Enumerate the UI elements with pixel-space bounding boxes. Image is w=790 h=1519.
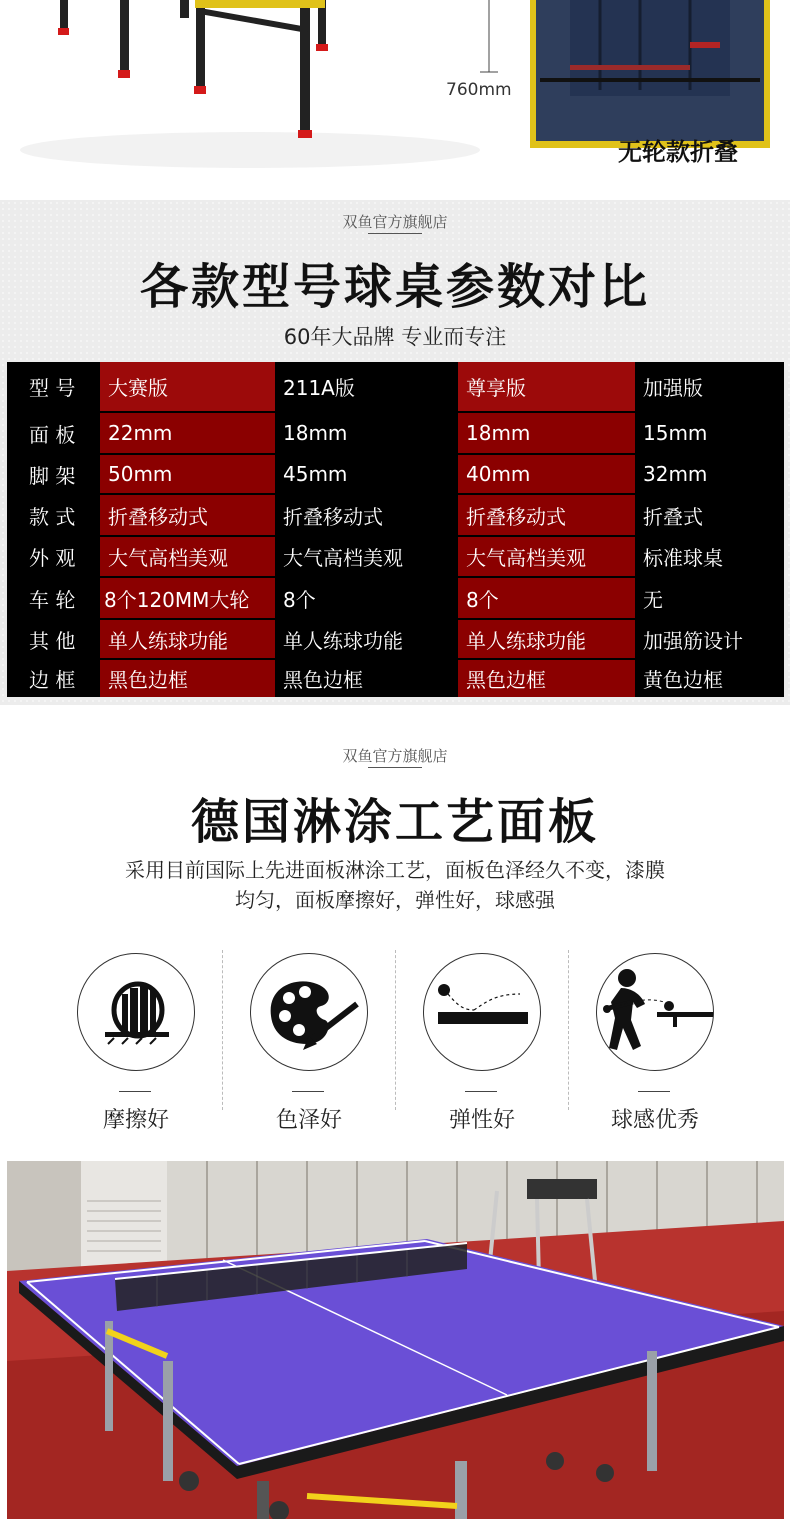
table-cell: 45mm <box>275 455 458 493</box>
table-cell: 黑色边框 <box>458 660 635 697</box>
player-icon <box>597 954 715 1072</box>
craft-description-line1: 采用目前国际上先进面板淋涂工艺，面板色泽经久不变，漆膜 <box>125 858 665 882</box>
table-row <box>7 413 784 453</box>
table-cell: 8个 <box>458 578 635 618</box>
feature-label: 球感优秀 <box>610 1108 699 1133</box>
header-cell: 尊享版 <box>458 362 635 411</box>
feature-underline <box>119 1091 151 1092</box>
header-cell: 型 号 <box>7 362 100 411</box>
shop-name: 双鱼官方旗舰店 <box>342 747 448 765</box>
table-cell: 黑色边框 <box>275 660 458 697</box>
table-row <box>7 455 784 493</box>
header-cell: 211A版 <box>275 362 458 411</box>
feature-underline <box>465 1091 497 1092</box>
product-fold-section <box>0 0 790 200</box>
table-cell: 折叠移动式 <box>275 495 458 535</box>
color-feature <box>250 953 368 1071</box>
table-cell: 脚 架 <box>7 455 100 493</box>
table-cell: 款 式 <box>7 495 100 535</box>
elasticity-feature <box>423 953 541 1071</box>
table-cell: 大气高档美观 <box>275 537 458 576</box>
table-header-row <box>7 362 784 411</box>
divider <box>222 950 223 1110</box>
feature-underline <box>638 1091 670 1092</box>
table-cell: 单人练球功能 <box>275 620 458 658</box>
fold-style-label: 无轮款折叠 <box>618 138 738 166</box>
table-cell: 折叠移动式 <box>458 495 635 535</box>
header-cell: 大赛版 <box>100 362 275 411</box>
model-comparison-section <box>0 200 790 705</box>
ball-feel-feature <box>596 953 714 1071</box>
table-cell: 8个 <box>275 578 458 618</box>
table-cell: 边 框 <box>7 660 100 697</box>
friction-feature <box>77 953 195 1071</box>
table-cell: 无 <box>635 578 784 618</box>
table-cell: 大气高档美观 <box>458 537 635 576</box>
table-row <box>7 578 784 618</box>
table-row <box>7 537 784 576</box>
table-cell: 50mm <box>100 455 275 493</box>
height-dimension-label: 760mm <box>446 80 512 100</box>
table-cell: 18mm <box>275 413 458 453</box>
table-cell: 加强筋设计 <box>635 620 784 658</box>
feature-label: 弹性好 <box>448 1108 515 1133</box>
tire-friction-icon <box>78 954 196 1072</box>
table-illustration <box>0 0 790 200</box>
table-cell: 18mm <box>458 413 635 453</box>
parameter-table <box>7 362 784 697</box>
table-cell: 其 他 <box>7 620 100 658</box>
table-row <box>7 620 784 658</box>
divider <box>395 950 396 1110</box>
table-row <box>7 660 784 697</box>
table-cell: 折叠移动式 <box>100 495 275 535</box>
table-cell: 8个120MM大轮 <box>100 578 275 618</box>
feature-label: 摩擦好 <box>102 1108 169 1133</box>
shop-name-underline <box>368 233 422 234</box>
product-photo <box>7 1161 784 1519</box>
ball-bounce-icon <box>424 954 542 1072</box>
table-cell: 黑色边框 <box>100 660 275 697</box>
feature-label: 色泽好 <box>275 1108 342 1133</box>
palette-icon <box>251 954 369 1072</box>
craft-description-line2: 均匀，面板摩擦好，弹性好，球感强 <box>235 888 555 912</box>
shop-name-underline <box>368 767 422 768</box>
table-cell: 面 板 <box>7 413 100 453</box>
craft-title: 德国淋涂工艺面板 <box>190 794 599 850</box>
comparison-subtitle: 60年大品牌 专业而专注 <box>283 325 507 349</box>
table-cell: 22mm <box>100 413 275 453</box>
table-cell: 40mm <box>458 455 635 493</box>
header-cell: 加强版 <box>635 362 784 411</box>
coating-craft-section <box>0 705 790 1160</box>
table-cell: 外 观 <box>7 537 100 576</box>
shop-name: 双鱼官方旗舰店 <box>342 213 448 231</box>
table-cell: 折叠式 <box>635 495 784 535</box>
comparison-title: 各款型号球桌参数对比 <box>139 259 650 315</box>
feature-underline <box>292 1091 324 1092</box>
table-cell: 15mm <box>635 413 784 453</box>
table-cell: 32mm <box>635 455 784 493</box>
table-cell: 车 轮 <box>7 578 100 618</box>
table-cell: 单人练球功能 <box>100 620 275 658</box>
table-cell: 标准球桌 <box>635 537 784 576</box>
table-cell: 大气高档美观 <box>100 537 275 576</box>
table-photo-illustration <box>7 1161 784 1519</box>
table-cell: 单人练球功能 <box>458 620 635 658</box>
table-row <box>7 495 784 535</box>
table-cell: 黄色边框 <box>635 660 784 697</box>
divider <box>568 950 569 1110</box>
